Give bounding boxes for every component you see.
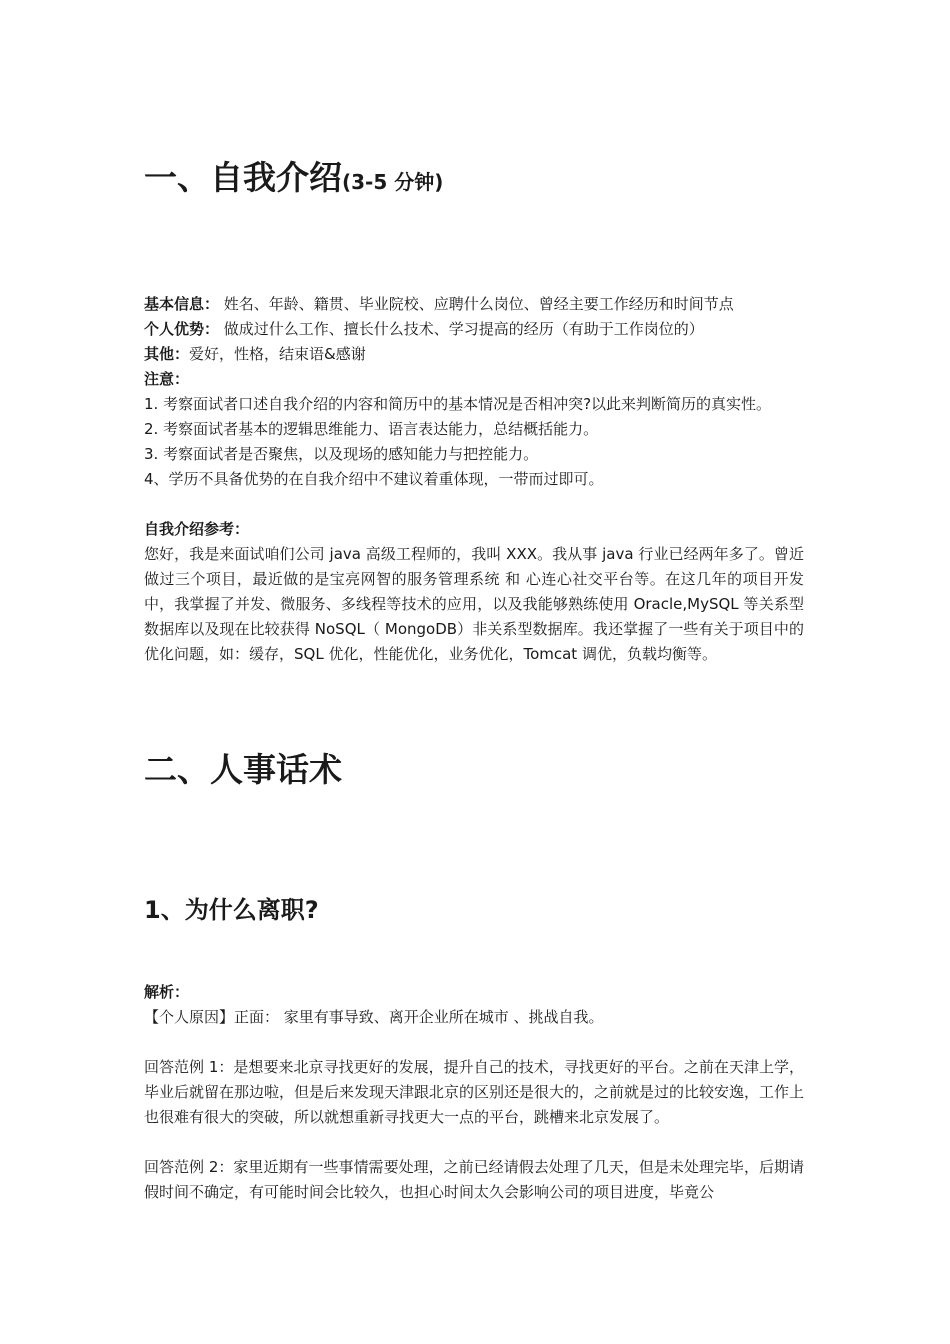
section1-title: 一、自我介绍	[144, 158, 342, 197]
other-line	[144, 342, 814, 367]
section1-info-block	[144, 292, 814, 492]
other-text: 爱好，性格，结束语&感谢	[189, 345, 366, 363]
advantage-label: 个人优势：	[144, 320, 220, 338]
answer-example-1: 回答范例 1：是想要来北京寻找更好的发展，提升自己的技术，寻找更好的平台。之前在天津上学，毕业后就留在那边啦，但是后来发现天津跟北京的区别还是很大的，之前就是过的比较安逸，工作上也很难有很大的突破，所以就想重新寻找更大一点的平台，跳槽来北京发展了。	[144, 1058, 805, 1126]
analysis-block	[144, 980, 814, 1030]
reference-label-block	[144, 517, 814, 542]
note-item: 1. 考察面试者口述自我介绍的内容和简历中的基本情况是否相冲突?以此来判断简历的真实性。	[144, 395, 772, 413]
section1-title-suffix: (3-5 分钟)	[342, 170, 444, 194]
question1-title: 1、为什么离职?	[144, 896, 319, 924]
reference-label: 自我介绍参考：	[144, 520, 250, 538]
section2-title: 二、人事话术	[144, 750, 342, 789]
basic-info-label: 基本信息：	[144, 295, 220, 313]
note-item: 4、学历不具备优势的在自我介绍中不建议着重体现，一带而过即可。	[144, 470, 604, 488]
section1-heading	[144, 158, 443, 202]
advantage-text: 做成过什么工作、擅长什么技术、学习提高的经历（有助于工作岗位的）	[223, 320, 704, 338]
advantage-line	[144, 317, 814, 342]
basic-info-text: 姓名、年龄、籍贯、毕业院校、应聘什么岗位、曾经主要工作经历和时间节点	[223, 295, 734, 313]
analysis-label: 解析：	[144, 983, 190, 1001]
basic-info-line	[144, 292, 814, 317]
answer-example-2: 回答范例 2：家里近期有一些事情需要处理，之前已经请假去处理了几天，但是未处理完毕，后期请假时间不确定，有可能时间会比较久，也担心时间太久会影响公司的项目进度，毕竟公	[144, 1158, 804, 1201]
reason-text: 【个人原因】正面： 家里有事导致、离开企业所在城市 、挑战自我。	[144, 1008, 604, 1026]
note-label: 注意：	[144, 370, 190, 388]
note-item: 3. 考察面试者是否聚焦，以及现场的感知能力与把控能力。	[144, 445, 539, 463]
other-label: 其他：	[144, 345, 190, 363]
reference-paragraph: 您好，我是来面试咱们公司 java 高级工程师的，我叫 XXX。我从事 java 行业已经两年多了。曾近做过三个项目，最近做的是宝亮网智的服务管理系统 和 心连心社交平台等。在这几年的项目开发中，我掌握了并发、微服务、多线程等技术的应用，以及我能够熟练使用 Oracle,MySQL 等关系型数据库以及现在比较获得 NoSQL（ MongoDB）非关系型数据库。我还掌握了一些有关于项目中的优化问题，如：缓存，SQL 优化，性能优化，业务优化，Tomcat 调优，负载均衡等。	[144, 545, 804, 663]
note-item: 2. 考察面试者基本的逻辑思维能力、语言表达能力，总结概括能力。	[144, 420, 599, 438]
